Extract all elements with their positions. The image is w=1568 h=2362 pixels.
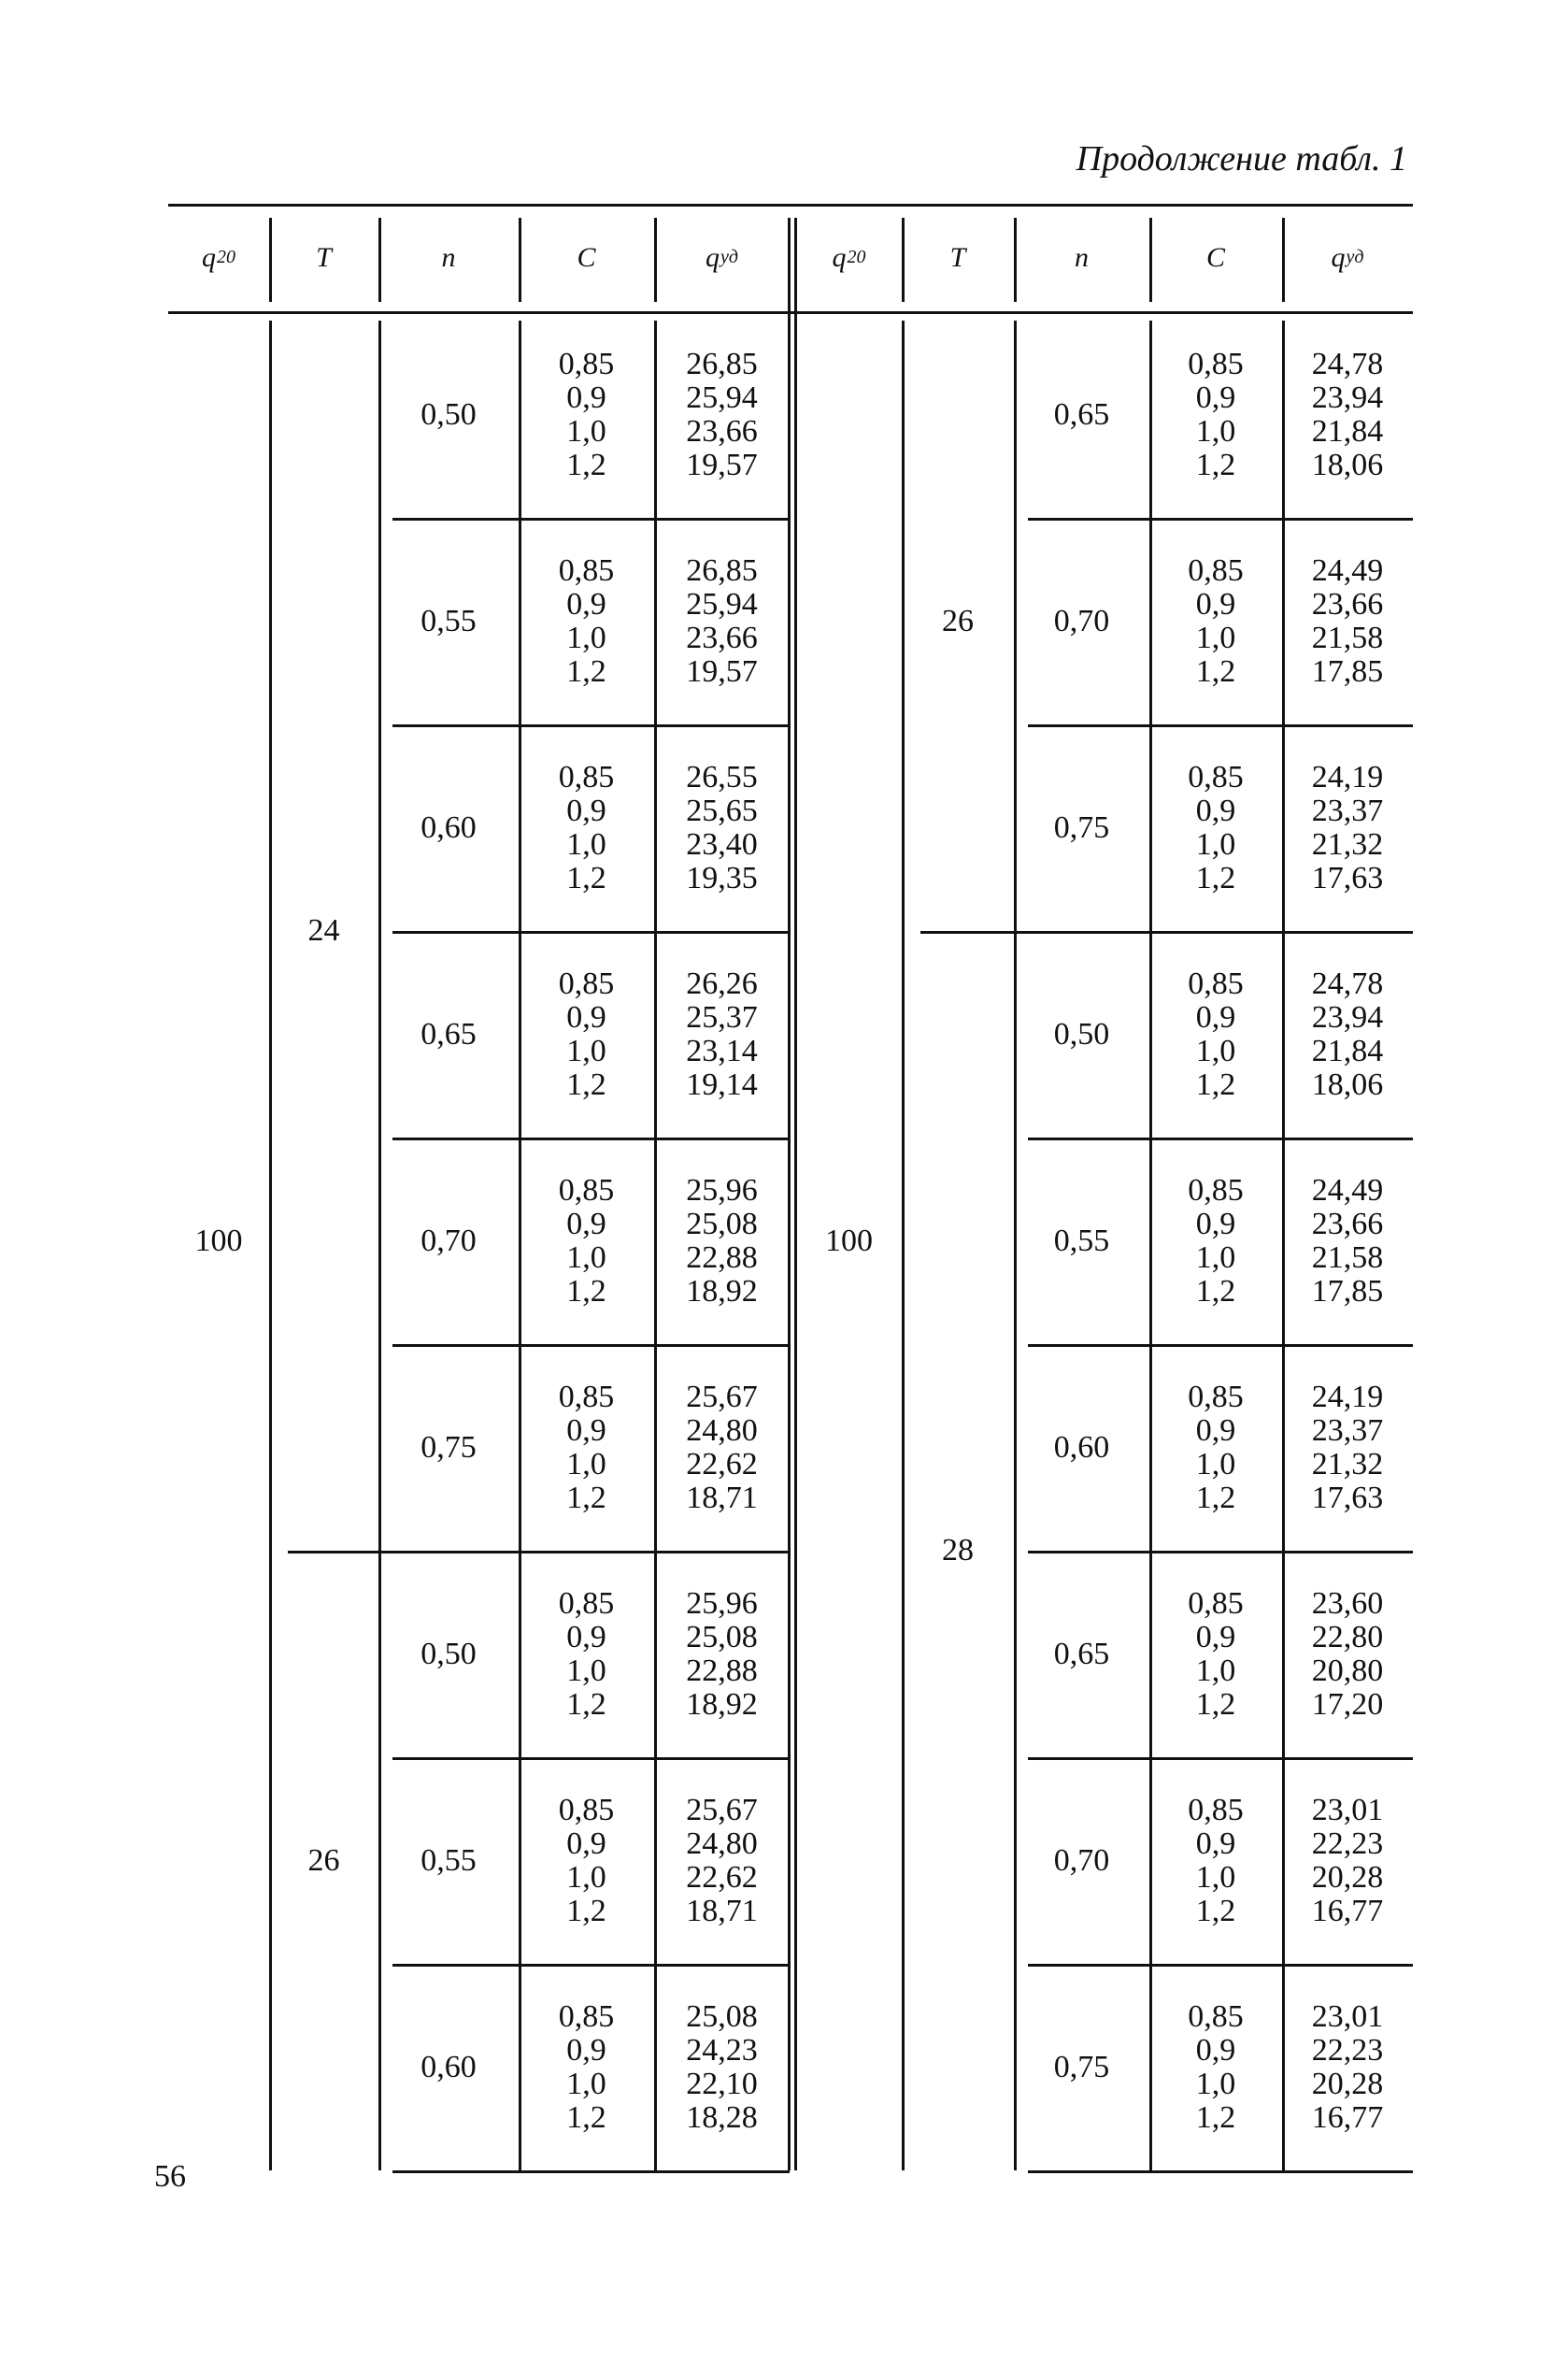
qud-value: 25,67	[686, 1379, 758, 1414]
left-header-qud: q уд	[706, 241, 738, 273]
left-col-divider	[269, 218, 272, 302]
qud-value: 21,58	[1311, 620, 1384, 655]
qud-values	[654, 1344, 790, 1551]
c-value: 1,0	[566, 620, 606, 655]
c-value: 1,0	[1195, 1033, 1236, 1068]
c-value: 0,9	[566, 379, 606, 415]
n-value: 0,75	[1053, 809, 1110, 845]
right-col-divider	[902, 218, 905, 302]
c-values	[1149, 724, 1282, 931]
qud-value: 24,23	[686, 2032, 758, 2068]
qud-value: 24,80	[686, 1825, 758, 1861]
c-value: 1,0	[1195, 1859, 1236, 1895]
left-t-value: 26	[307, 1842, 340, 1878]
qud-value: 25,08	[686, 1619, 758, 1654]
c-value: 1,2	[566, 1480, 606, 1515]
qud-value: 23,94	[1311, 999, 1384, 1035]
c-value: 1,2	[566, 653, 606, 689]
qud-value: 24,78	[1311, 966, 1384, 1001]
right-col-divider	[1282, 218, 1285, 302]
qud-value: 19,57	[686, 653, 758, 689]
qud-value: 21,84	[1311, 1033, 1384, 1068]
qud-value: 17,20	[1311, 1686, 1384, 1722]
c-value: 0,85	[1188, 759, 1244, 794]
qud-value: 24,19	[1311, 759, 1384, 794]
qud-value: 22,88	[686, 1239, 758, 1275]
c-value: 1,2	[1195, 2099, 1236, 2135]
c-value: 1,2	[566, 1273, 606, 1309]
c-values	[1149, 1964, 1282, 2170]
right-header-c: C	[1205, 241, 1225, 273]
c-value: 0,85	[1188, 1998, 1244, 2034]
c-value: 1,2	[1195, 1066, 1236, 1102]
qud-value: 20,28	[1311, 2066, 1384, 2101]
c-value: 0,85	[558, 552, 615, 588]
right-header-q20: q 20	[832, 241, 866, 273]
c-values	[519, 1138, 654, 1344]
c-value: 0,85	[558, 1998, 615, 2034]
qud-values	[654, 724, 790, 931]
c-value: 1,2	[1195, 1686, 1236, 1722]
c-values	[519, 724, 654, 931]
c-value: 0,85	[1188, 1792, 1244, 1827]
c-value: 0,85	[558, 346, 615, 381]
n-value: 0,70	[1053, 603, 1110, 638]
qud-value: 18,71	[686, 1480, 758, 1515]
qud-value: 21,84	[1311, 413, 1384, 449]
c-value: 1,0	[566, 1033, 606, 1068]
c-value: 0,9	[566, 1825, 606, 1861]
n-value: 0,75	[421, 1429, 477, 1465]
qud-value: 25,94	[686, 379, 758, 415]
c-values	[1149, 1757, 1282, 1964]
qud-value: 22,23	[1311, 2032, 1384, 2068]
c-value: 0,9	[566, 586, 606, 622]
qud-values	[654, 311, 790, 518]
qud-value: 25,65	[686, 793, 758, 828]
qud-value: 24,78	[1311, 346, 1384, 381]
n-value: 0,55	[421, 603, 477, 638]
right-col-divider	[1149, 218, 1152, 302]
c-value: 0,9	[566, 793, 606, 828]
qud-value: 26,85	[686, 346, 758, 381]
c-value: 1,0	[566, 2066, 606, 2101]
c-value: 1,2	[1195, 1273, 1236, 1309]
qud-value: 19,35	[686, 860, 758, 895]
c-value: 0,85	[558, 1379, 615, 1414]
c-value: 1,0	[566, 413, 606, 449]
qud-value: 25,37	[686, 999, 758, 1035]
qud-value: 22,80	[1311, 1619, 1384, 1654]
c-value: 0,9	[1195, 1412, 1236, 1448]
c-value: 1,0	[566, 826, 606, 862]
qud-value: 21,32	[1311, 826, 1384, 862]
left-header-c: C	[577, 241, 596, 273]
left-header-n: n	[441, 241, 456, 273]
qud-value: 25,08	[686, 1206, 758, 1241]
c-value: 1,2	[1195, 653, 1236, 689]
c-value: 1,2	[1195, 447, 1236, 482]
n-value: 0,50	[1053, 1016, 1110, 1052]
qud-values	[1282, 931, 1413, 1138]
qud-value: 25,96	[686, 1585, 758, 1621]
qud-values	[1282, 1964, 1413, 2170]
right-header-qud: q уд	[1331, 241, 1364, 273]
qud-value: 20,80	[1311, 1653, 1384, 1688]
n-value: 0,60	[1053, 1429, 1110, 1465]
c-value: 0,85	[1188, 1172, 1244, 1208]
c-value: 0,85	[558, 759, 615, 794]
n-value: 0,60	[421, 2049, 477, 2084]
n-value: 0,65	[1053, 396, 1110, 432]
center-divider	[788, 218, 791, 2170]
qud-value: 23,94	[1311, 379, 1384, 415]
table-caption: Продолжение табл. 1	[1076, 139, 1407, 179]
c-values	[1149, 518, 1282, 724]
c-value: 0,85	[1188, 346, 1244, 381]
qud-value: 22,62	[686, 1859, 758, 1895]
n-value: 0,55	[421, 1842, 477, 1878]
qud-value: 22,10	[686, 2066, 758, 2101]
left-header-q20: q 20	[202, 241, 235, 273]
qud-value: 22,62	[686, 1446, 758, 1482]
n-value: 0,70	[421, 1223, 477, 1258]
qud-value: 26,55	[686, 759, 758, 794]
c-value: 1,0	[1195, 1653, 1236, 1688]
c-value: 1,0	[566, 1446, 606, 1482]
c-value: 1,2	[566, 860, 606, 895]
qud-value: 25,67	[686, 1792, 758, 1827]
qud-values	[654, 1551, 790, 1757]
c-values	[1149, 1344, 1282, 1551]
qud-value: 22,88	[686, 1653, 758, 1688]
c-value: 1,2	[566, 447, 606, 482]
c-value: 0,9	[1195, 379, 1236, 415]
qud-value: 17,85	[1311, 653, 1384, 689]
left-t-value: 24	[307, 913, 340, 948]
c-value: 0,9	[566, 2032, 606, 2068]
qud-value: 26,26	[686, 966, 758, 1001]
c-value: 0,85	[1188, 552, 1244, 588]
qud-value: 24,49	[1311, 1172, 1384, 1208]
c-values	[519, 1551, 654, 1757]
qud-value: 17,63	[1311, 860, 1384, 895]
qud-value: 21,58	[1311, 1239, 1384, 1275]
left-bottom-rule	[392, 2170, 790, 2173]
c-value: 0,9	[566, 1206, 606, 1241]
qud-value: 24,49	[1311, 552, 1384, 588]
qud-value: 23,37	[1311, 793, 1384, 828]
c-value: 1,2	[566, 1893, 606, 1928]
qud-values	[1282, 1344, 1413, 1551]
c-value: 1,2	[566, 1066, 606, 1102]
qud-value: 25,94	[686, 586, 758, 622]
qud-value: 23,66	[686, 413, 758, 449]
c-values	[1149, 1138, 1282, 1344]
c-value: 0,9	[566, 999, 606, 1035]
qud-value: 23,66	[686, 620, 758, 655]
left-q20-value: 100	[194, 1223, 243, 1258]
qud-values	[654, 1964, 790, 2170]
c-values	[519, 1757, 654, 1964]
c-value: 0,85	[558, 1172, 615, 1208]
qud-values	[654, 931, 790, 1138]
left-col-divider	[519, 218, 521, 302]
c-value: 0,9	[566, 1412, 606, 1448]
qud-value: 25,08	[686, 1998, 758, 2034]
c-value: 0,9	[1195, 586, 1236, 622]
qud-value: 18,92	[686, 1686, 758, 1722]
c-value: 1,0	[1195, 2066, 1236, 2101]
c-value: 0,85	[558, 1585, 615, 1621]
c-values	[1149, 1551, 1282, 1757]
qud-value: 19,14	[686, 1066, 758, 1102]
c-value: 1,0	[1195, 826, 1236, 862]
c-value: 1,0	[1195, 1239, 1236, 1275]
qud-value: 16,77	[1311, 1893, 1384, 1928]
c-value: 0,85	[558, 966, 615, 1001]
c-value: 1,0	[1195, 413, 1236, 449]
right-header-n: n	[1075, 241, 1089, 273]
qud-value: 23,40	[686, 826, 758, 862]
qud-value: 18,06	[1311, 447, 1384, 482]
c-value: 0,85	[558, 1792, 615, 1827]
qud-value: 16,77	[1311, 2099, 1384, 2135]
right-col-divider	[1014, 218, 1017, 302]
c-value: 1,2	[1195, 1893, 1236, 1928]
qud-values	[654, 1138, 790, 1344]
qud-value: 26,85	[686, 552, 758, 588]
qud-value: 23,66	[1311, 586, 1384, 622]
qud-value: 21,32	[1311, 1446, 1384, 1482]
c-value: 0,85	[1188, 966, 1244, 1001]
qud-value: 18,28	[686, 2099, 758, 2135]
n-value: 0,75	[1053, 2049, 1110, 2084]
c-value: 1,0	[1195, 1446, 1236, 1482]
c-value: 1,0	[566, 1653, 606, 1688]
qud-value: 23,60	[1311, 1585, 1384, 1621]
left-col-divider	[378, 218, 381, 302]
c-values	[519, 518, 654, 724]
qud-value: 24,80	[686, 1412, 758, 1448]
c-values	[519, 311, 654, 518]
qud-values	[1282, 1757, 1413, 1964]
c-values	[1149, 931, 1282, 1138]
c-value: 0,9	[1195, 1825, 1236, 1861]
qud-value: 22,23	[1311, 1825, 1384, 1861]
n-value: 0,65	[1053, 1636, 1110, 1671]
qud-value: 17,63	[1311, 1480, 1384, 1515]
qud-value: 25,96	[686, 1172, 758, 1208]
n-value: 0,60	[421, 809, 477, 845]
c-value: 0,9	[1195, 1619, 1236, 1654]
qud-value: 18,06	[1311, 1066, 1384, 1102]
qud-value: 23,01	[1311, 1998, 1384, 2034]
right-header-t: T	[949, 241, 966, 273]
qud-value: 24,19	[1311, 1379, 1384, 1414]
qud-value: 23,14	[686, 1033, 758, 1068]
c-value: 0,9	[1195, 2032, 1236, 2068]
c-values	[519, 1344, 654, 1551]
c-value: 1,0	[566, 1239, 606, 1275]
n-value: 0,50	[421, 1636, 477, 1671]
c-value: 1,2	[1195, 1480, 1236, 1515]
qud-values	[1282, 724, 1413, 931]
c-value: 1,2	[566, 2099, 606, 2135]
c-value: 1,2	[1195, 860, 1236, 895]
n-value: 0,50	[421, 396, 477, 432]
c-value: 0,9	[1195, 1206, 1236, 1241]
qud-values	[1282, 1138, 1413, 1344]
c-value: 0,9	[1195, 999, 1236, 1035]
qud-values	[654, 1757, 790, 1964]
c-value: 1,0	[566, 1859, 606, 1895]
left-col-divider	[654, 218, 657, 302]
qud-values	[1282, 311, 1413, 518]
qud-value: 18,92	[686, 1273, 758, 1309]
c-values	[519, 931, 654, 1138]
qud-value: 23,01	[1311, 1792, 1384, 1827]
right-q20-value: 100	[825, 1223, 873, 1258]
qud-value: 23,37	[1311, 1412, 1384, 1448]
left-header-t: T	[316, 241, 332, 273]
n-value: 0,70	[1053, 1842, 1110, 1878]
c-values	[519, 1964, 654, 2170]
qud-value: 23,66	[1311, 1206, 1384, 1241]
center-divider	[794, 218, 797, 2170]
c-value: 0,85	[1188, 1379, 1244, 1414]
qud-value: 18,71	[686, 1893, 758, 1928]
qud-value: 20,28	[1311, 1859, 1384, 1895]
n-value: 0,55	[1053, 1223, 1110, 1258]
page-number: 56	[154, 2159, 186, 2194]
c-value: 0,9	[566, 1619, 606, 1654]
right-bottom-rule	[1028, 2170, 1413, 2173]
right-t-value: 28	[942, 1533, 974, 1568]
qud-values	[1282, 1551, 1413, 1757]
c-value: 1,2	[566, 1686, 606, 1722]
qud-value: 17,85	[1311, 1273, 1384, 1309]
qud-values	[1282, 518, 1413, 724]
c-value: 0,85	[1188, 1585, 1244, 1621]
c-value: 0,9	[1195, 793, 1236, 828]
qud-values	[654, 518, 790, 724]
qud-value: 19,57	[686, 447, 758, 482]
c-value: 1,0	[1195, 620, 1236, 655]
right-t-value: 26	[942, 603, 974, 638]
c-values	[1149, 311, 1282, 518]
n-value: 0,65	[421, 1016, 477, 1052]
